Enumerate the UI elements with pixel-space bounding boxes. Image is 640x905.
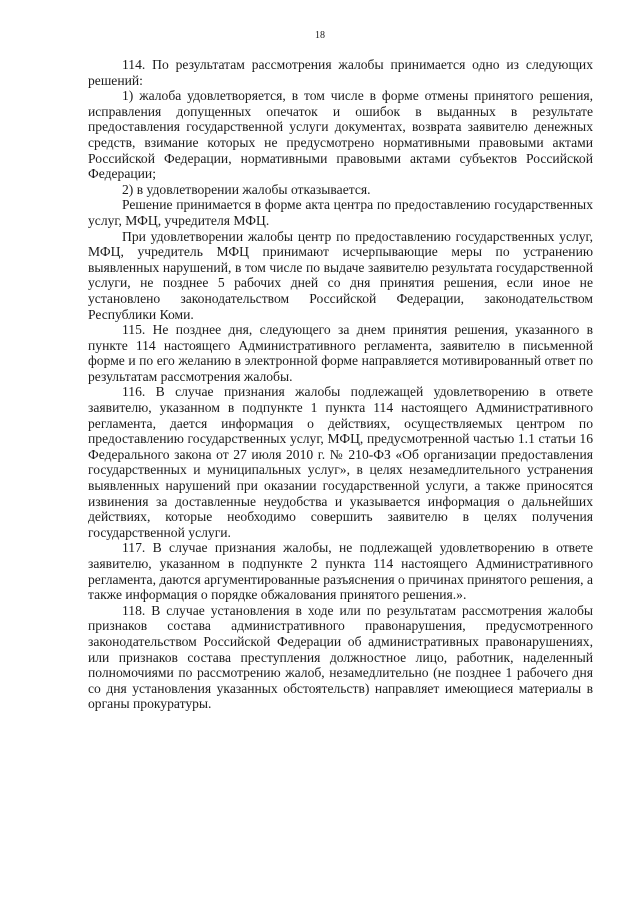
page-number: 18 xyxy=(315,30,325,41)
paragraph-decision-form: Решение принимается в форме акта центра по предоставлению государственных услуг, МФЦ, учредителя МФЦ. xyxy=(88,197,593,228)
paragraph-116: 116. В случае признания жалобы подлежащей удовлетворению в ответе заявителю, указанном в подпункте 1 пункта 114 настоящего Административного регламента, дается информация о действиях, осуществляемых центром по предоставлению государственных услуг, МФЦ, предусмотренной частью 1.1 статьи 16 Федерального закона от 27 июля 2010 г. № 210-ФЗ «Об организации предоставления государственных и муниципальных услуг», в целях незамедлительного устранения выявленных нарушений при оказании государственной услуги, а также приносятся извинения за доставленные неудобства и указывается информация о дальнейших действиях, которые необходимо совершить заявителю в целях получения государственной услуги. xyxy=(88,384,593,540)
paragraph-115: 115. Не позднее дня, следующего за днем принятия решения, указанного в пункте 114 настоящего Административного регламента, заявителю в письменной форме и по его желанию в электронной форме направляется мотивированный ответ по результатам рассмотрения жалобы. xyxy=(88,322,593,384)
paragraph-114: 114. По результатам рассмотрения жалобы принимается одно из следующих решений: xyxy=(88,57,593,88)
document-body xyxy=(88,57,593,712)
paragraph-114-option-1: 1) жалоба удовлетворяется, в том числе в форме отмены принятого решения, исправления допущенных опечаток и ошибок в выданных в результате предоставления государственной услуги документах, возврата заявителю денежных средств, взимание которых не предусмотрено нормативными правовыми актами Российской Федерации, нормативными правовыми актами субъектов Российской Федерации; xyxy=(88,88,593,182)
paragraph-satisfaction-measures: При удовлетворении жалобы центр по предоставлению государственных услуг, МФЦ, учредитель МФЦ принимают исчерпывающие меры по устранению выявленных нарушений, в том числе по выдаче заявителю результата государственной услуги, не позднее 5 рабочих дней со дня принятия решения, если иное не установлено законодательством Российской Федерации, законодательством Республики Коми. xyxy=(88,228,593,322)
paragraph-117: 117. В случае признания жалобы, не подлежащей удовлетворению в ответе заявителю, указанном в подпункте 2 пункта 114 настоящего Административного регламента, даются аргументированные разъяснения о причинах принятого решения, а также информация о порядке обжалования принятого решения.». xyxy=(88,540,594,603)
paragraph-118: 118. В случае установления в ходе или по результатам рассмотрения жалобы признаков состава административного правонарушения, предусмотренного законодательством Российской Федерации об административных правонарушениях, или признаков состава преступления должностное лицо, работник, наделенный полномочиями по рассмотрению жалоб, незамедлительно (не позднее 1 рабочего дня со дня установления указанных обстоятельств) направляет имеющиеся материалы в органы прокуратуры. xyxy=(88,602,593,712)
paragraph-114-option-2: 2) в удовлетворении жалобы отказывается. xyxy=(122,181,371,197)
